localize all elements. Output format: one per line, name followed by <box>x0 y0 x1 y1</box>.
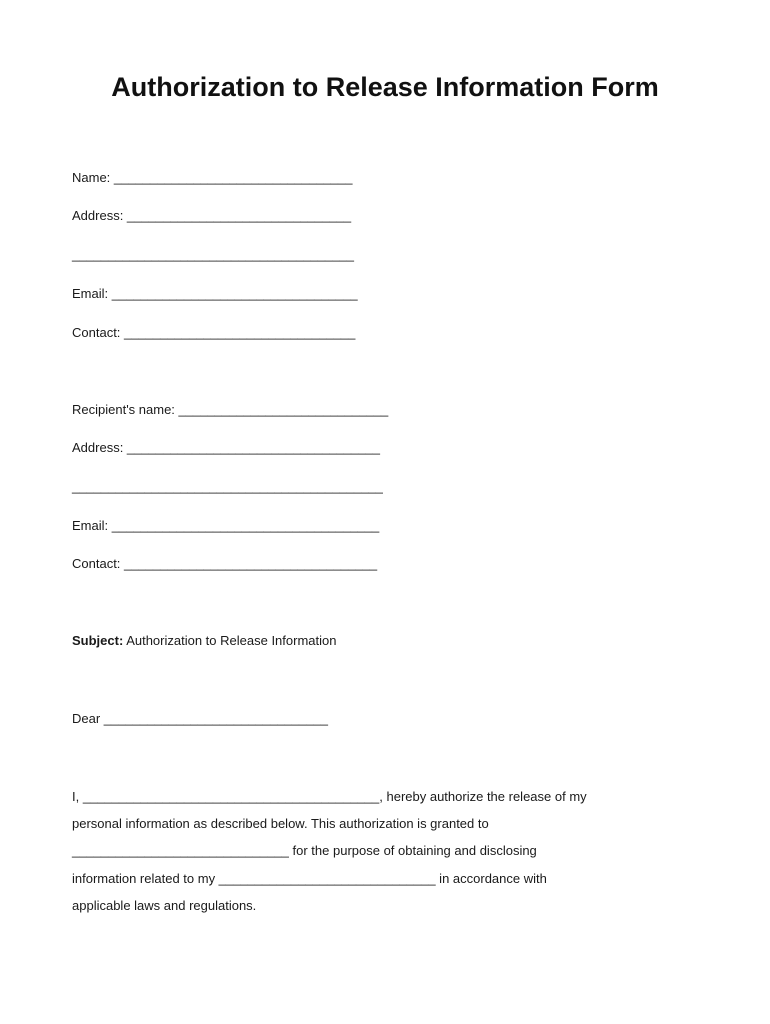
subject-label: Subject: <box>72 633 124 648</box>
body-line-5: applicable laws and regulations. <box>72 898 257 913</box>
salutation: Dear _______________________________ <box>72 711 328 726</box>
subject-text: Authorization to Release Information <box>123 633 337 648</box>
recipient-name-field: Recipient's name: _____________________________ <box>72 402 389 417</box>
sender-address-field: Address: _______________________________ <box>72 208 352 223</box>
recipient-contact-field: Contact: ___________________________________ <box>72 556 378 571</box>
sender-email-field: Email: __________________________________ <box>72 286 358 301</box>
sender-address-line2-field: _______________________________________ <box>72 247 354 262</box>
body-line-3: ______________________________ for the purpose of obtaining and disclosing <box>72 843 537 858</box>
body-line-4: information related to my ______________________________ in accordance with <box>72 871 547 886</box>
subject-line <box>72 633 336 649</box>
recipient-address-line2-field: ___________________________________________ <box>72 479 383 494</box>
sender-name-field: Name: _________________________________ <box>72 170 353 185</box>
recipient-email-field: Email: _____________________________________ <box>72 518 380 533</box>
body-line-2: personal information as described below. This authorization is granted to <box>72 816 489 831</box>
recipient-address-field: Address: ___________________________________ <box>72 440 380 455</box>
sender-contact-field: Contact: ________________________________ <box>72 325 356 340</box>
body-line-1: I, _________________________________________, hereby authorize the release of my <box>72 789 587 804</box>
page-title: Authorization to Release Information Form <box>111 72 659 102</box>
